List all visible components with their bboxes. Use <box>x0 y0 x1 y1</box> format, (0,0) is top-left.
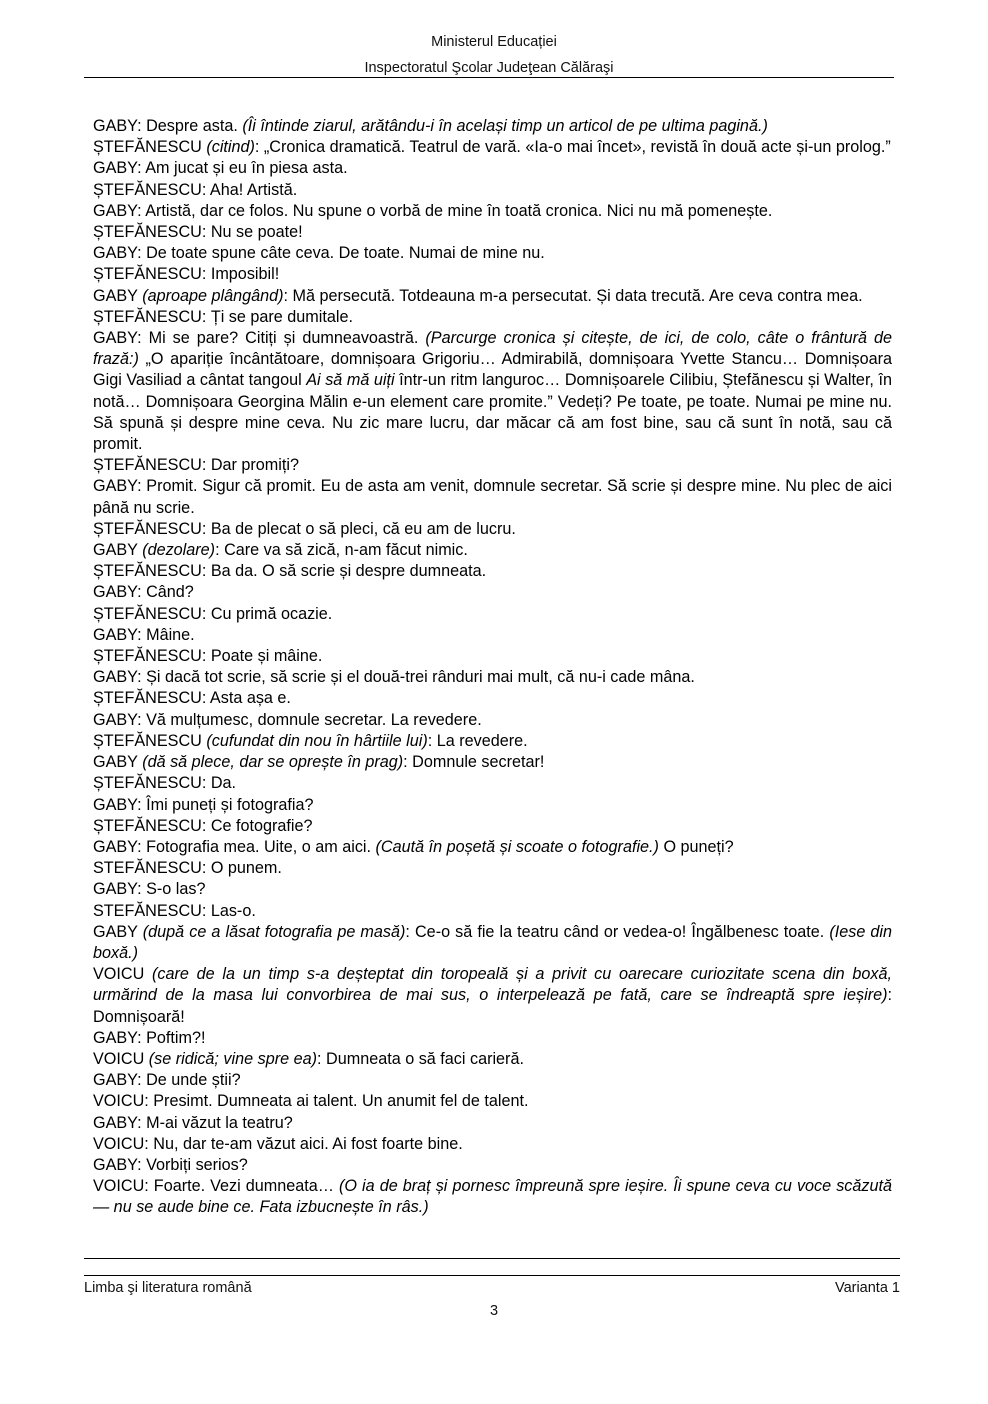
dialogue-line <box>93 604 892 625</box>
dialogue-line <box>93 201 892 222</box>
dialogue-segment: GABY <box>93 541 143 560</box>
dialogue-segment: STEFĂNESCU: Las-o. <box>93 901 256 920</box>
dialogue-segment: ȘTEFĂNESCU: Cu primă ocazie. <box>93 604 333 623</box>
dialogue-segment: : Mă persecută. Totdeauna m-a persecutat. Și data trecută. Are ceva contra mea. <box>283 286 863 305</box>
dialogue-segment: ȘTEFĂNESCU: Da. <box>93 774 237 793</box>
dialogue-segment: GABY: Vorbiți serios? <box>93 1155 248 1174</box>
page-number: 3 <box>489 1303 499 1319</box>
stage-direction: (Îi întinde ziarul, arătându-i în același timp un articol de pe ultima pagină.) <box>242 117 768 135</box>
dialogue-segment: GABY: Mi se pare? Citiți și dumneavoastră. <box>93 329 426 348</box>
dialogue-line <box>93 688 892 709</box>
dialogue-segment: GABY: Fotografia mea. Uite, o am aici. <box>93 837 376 856</box>
footer-subject: Limba şi literatura română <box>84 1280 252 1296</box>
dialogue-line <box>93 158 892 179</box>
header-ministry: Ministerul Educației <box>431 34 557 50</box>
dialogue-segment: GABY: S-o las? <box>93 880 206 899</box>
dialogue-line <box>93 773 892 794</box>
dialogue-line <box>93 1070 892 1091</box>
dialogue-line <box>93 264 892 285</box>
dialogue-segment: : La revedere. <box>427 731 528 750</box>
dialogue-line <box>93 116 892 137</box>
dialogue-line <box>93 476 892 518</box>
dialogue-line <box>93 1049 892 1070</box>
dialogue-segment: GABY: Mâine. <box>93 625 195 644</box>
stage-direction: (care de la un timp s-a deșteptat din toropeală și a privit cu oarecare curiozitate scena din boxă, urmărind de la masa lui convorbirea de mai sus, o interpelează pe fată, care se îndreaptă spre ieșire) <box>93 965 892 1005</box>
dialogue-line <box>93 879 892 900</box>
stage-direction: (Iese din boxă.) <box>93 922 893 962</box>
dialogue-segment: GABY: De toate spune câte ceva. De toate. Numai de mine nu. <box>93 244 545 263</box>
dialogue-line <box>93 1176 892 1218</box>
dialogue-line <box>93 243 892 264</box>
dialogue-line <box>93 667 892 688</box>
dialogue-line <box>93 222 892 243</box>
dialogue-segment: : Care va să zică, n-am făcut nimic. <box>215 541 468 560</box>
dialogue-segment: ȘTEFĂNESCU: Ba da. O să scrie și despre dumneata. <box>93 562 487 581</box>
dialogue-segment: ȘTEFĂNESCU: Nu se poate! <box>93 223 303 242</box>
dialogue-line <box>93 137 892 158</box>
footer-divider <box>84 1275 900 1276</box>
dialogue-segment: : Domnișoară! <box>93 986 892 1026</box>
dialogue-line <box>93 646 892 667</box>
stage-direction: (dezolare) <box>142 541 216 560</box>
stage-direction: (cufundat din nou în hârtiile lui) <box>206 731 428 750</box>
stage-direction: (dă să plece, dar se oprește în prag) <box>142 753 404 772</box>
dialogue-line <box>93 731 892 752</box>
dialogue-line <box>93 901 892 922</box>
dialogue-segment: ȘTEFĂNESCU <box>93 138 207 157</box>
dialogue-line <box>93 540 892 561</box>
dialogue-segment: : Ce-o să fie la teatru când or vedea-o! Îngălbenesc toate. <box>405 922 830 941</box>
dialogue-line <box>93 561 892 582</box>
dialogue-line <box>93 582 892 603</box>
dialogue-line <box>93 752 892 773</box>
dialogue-segment: ȘTEFĂNESCU <box>93 731 207 750</box>
dialogue-segment: : Domnule secretar! <box>403 753 545 772</box>
dialogue-segment: STEFĂNESCU: O punem. <box>93 859 282 878</box>
stage-direction: (citind) <box>206 138 255 157</box>
dialogue-segment: GABY: Și dacă tot scrie, să scrie și el două-trei rânduri mai mult, că nu-i cade mâna. <box>93 668 695 687</box>
dialogue-line <box>93 180 892 201</box>
dialogue-line <box>93 1091 892 1112</box>
dialogue-segment: ȘTEFĂNESCU: Ba de plecat o să pleci, că eu am de lucru. <box>93 519 516 538</box>
dialogue-segment: ȘTEFĂNESCU: Ce fotografie? <box>93 816 313 835</box>
dialogue-line <box>93 1134 892 1155</box>
dialogue-segment: ȘTEFĂNESCU: Aha! Artistă. <box>93 180 298 199</box>
dialogue-segment: GABY: Am jucat și eu în piesa asta. <box>93 159 348 178</box>
stage-direction: (aproape plângând) <box>142 286 284 305</box>
dialogue-segment: ȘTEFĂNESCU: Asta așa e. <box>93 689 291 708</box>
dialogue-line <box>93 795 892 816</box>
dialogue-segment: GABY: Poftim?! <box>93 1028 206 1047</box>
dialogue-segment: : „Cronica dramatică. Teatrul de vară. «Ia-o mai încet», revistă în două acte și-un prolog.” <box>254 138 891 157</box>
dialogue-line <box>93 519 892 540</box>
dialogue-line <box>93 710 892 731</box>
dialogue-segment: ȘTEFĂNESCU: Poate și mâine. <box>93 647 323 666</box>
dialogue-line <box>93 922 892 964</box>
dialogue-segment: GABY: Promit. Sigur că promit. Eu de asta am venit, domnule secretar. Să scrie și despre mine. Nu plec de aici până nu scrie. <box>93 477 892 517</box>
dialogue-segment: VOICU <box>93 1049 149 1068</box>
dialogue-segment: GABY <box>93 753 143 772</box>
stage-direction: (după ce a lăsat fotografia pe masă) <box>142 922 406 941</box>
header-inspectorate: Inspectoratul Şcolar Judeţean Călăraşi <box>84 59 894 78</box>
dialogue-segment: GABY <box>93 286 143 305</box>
dialogue-segment: GABY: Când? <box>93 583 194 602</box>
dialogue-text <box>93 116 892 1219</box>
dialogue-segment: GABY: M-ai văzut la teatru? <box>93 1113 293 1132</box>
dialogue-segment: GABY: Îmi puneți și fotografia? <box>93 795 314 814</box>
dialogue-segment: O puneți? <box>658 837 734 856</box>
dialogue-line <box>93 328 892 455</box>
stage-direction: (O ia de braț și pornesc împreună spre ieșire. Îi spune ceva cu voce scăzută — nu se aude bine ce. Fata izbucnește în râs.) <box>93 1177 892 1217</box>
dialogue-segment: ȘTEFĂNESCU: Ți se pare dumitale. <box>93 307 353 326</box>
footer-variant: Varianta 1 <box>834 1280 900 1296</box>
dialogue-line <box>93 625 892 646</box>
dialogue-segment: GABY: Despre asta. <box>93 117 243 135</box>
dialogue-line <box>93 1113 892 1134</box>
dialogue-segment: GABY: De unde știi? <box>93 1071 241 1090</box>
dialogue-segment: VOICU: Presimt. Dumneata ai talent. Un anumit fel de talent. <box>93 1092 529 1111</box>
dialogue-segment: ȘTEFĂNESCU: Imposibil! <box>93 265 280 284</box>
dialogue-segment: VOICU: Nu, dar te-am văzut aici. Ai fost foarte bine. <box>93 1134 463 1153</box>
stage-direction: (se ridică; vine spre ea) <box>148 1049 318 1068</box>
dialogue-segment: într-un ritm langurос… Domnișoarele Cilibiu, Ștefănescu și Walter, în notă… Domnișoara Georgina Mălin e-un element care promite.” Vedeți? Pe toate, pe toate. Numai pe mine nu. Să spună și despre mine ceva. Nu zic mare lucru, dar măcar că am fost bine, sau că sunt în notă, sau că promit. <box>93 371 892 454</box>
dialogue-segment: GABY: Vă mulțumesc, domnule secretar. La revedere. <box>93 710 482 729</box>
dialogue-segment: „O apariție încântătoare, domnișoara Grigoriu… Admirabilă, domnișoara Yvette Stancu… Domnișoara Gigi Vasiliad a cântat tangoul <box>93 350 892 390</box>
body-end-divider <box>84 1258 900 1259</box>
dialogue-segment: : Dumneata o să faci carieră. <box>317 1049 524 1068</box>
dialogue-line <box>93 455 892 476</box>
dialogue-line <box>93 964 892 1028</box>
dialogue-line <box>93 837 892 858</box>
dialogue-segment: GABY: Artistă, dar ce folos. Nu spune o vorbă de mine în toată cronica. Nici nu mă pomenește. <box>93 201 773 220</box>
dialogue-line <box>93 1028 892 1049</box>
dialogue-segment: ȘTEFĂNESCU: Dar promiți? <box>93 456 299 475</box>
dialogue-line <box>93 286 892 307</box>
dialogue-line <box>93 858 892 879</box>
stage-direction: (Parcurge cronica și citește, de ici, de colo, câte o frântură de frază:) <box>93 329 893 369</box>
dialogue-segment: VOICU <box>93 965 153 984</box>
dialogue-segment: GABY <box>93 922 143 941</box>
dialogue-line <box>93 816 892 837</box>
dialogue-line <box>93 307 892 328</box>
stage-direction: Ai să mă uiți <box>306 371 395 390</box>
dialogue-segment: VOICU: Foarte. Vezi dumneata… <box>93 1177 340 1196</box>
dialogue-line <box>93 1155 892 1176</box>
stage-direction: (Caută în poșetă și scoate o fotografie.) <box>375 837 659 856</box>
